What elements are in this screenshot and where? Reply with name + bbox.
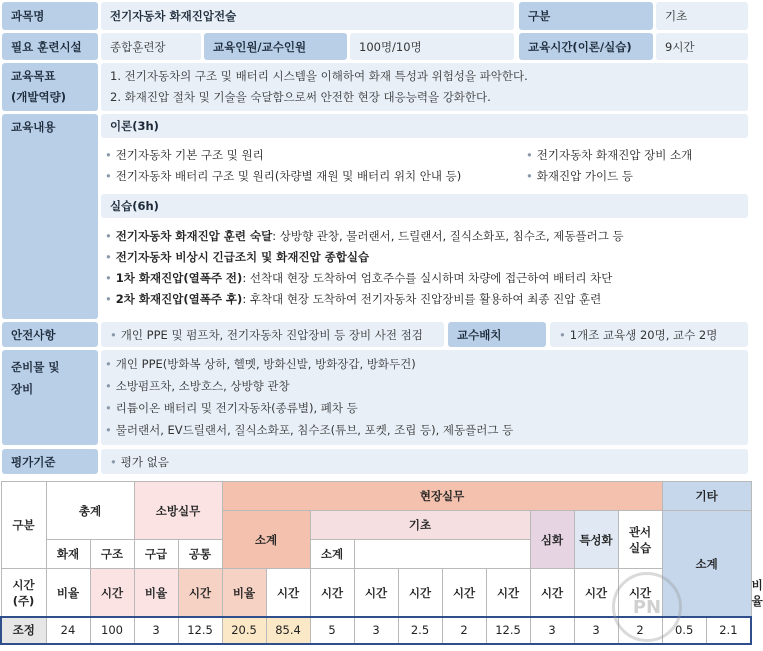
supplies-label bbox=[2, 350, 98, 445]
table-cell: 12.5 bbox=[178, 617, 222, 644]
goals-label-line2: (개발역량) bbox=[11, 90, 66, 104]
table-basic-header: 기초 bbox=[310, 511, 530, 540]
table-basic-col: 공통 bbox=[178, 540, 222, 569]
table-time-header: 시간 bbox=[90, 569, 134, 617]
table-basic-col: 구급 bbox=[134, 540, 178, 569]
subject-value: 전기자동차 화재진압전술 bbox=[101, 2, 514, 30]
table-total-header: 총계 bbox=[46, 482, 134, 540]
table-etc-subtotal-header: 소계 bbox=[662, 511, 751, 617]
goal-item: 2. 화재진압 절차 및 기술을 숙달함으로써 안전한 현장 대응능력을 강화한다. bbox=[110, 90, 491, 104]
theory-item: 전기자동차 화재진압 장비 소개 bbox=[536, 148, 693, 162]
table-cell: 2.5 bbox=[398, 617, 442, 644]
instructor-value: • 1개조 교육생 20명, 교수 2명 bbox=[550, 322, 748, 347]
hours-table: 구분 총계 소방실무 현장실무 기타 소계 기초 심화 특성화 관서 실습 소계 화재 구조 구급 공통 소계 시간 (주) 비율 시간 비율 시간 비율 시간 시간 시간 시간 시간 시간 시간 시간 시간 비율 조정 24 100 3 12.5 20.5 85.4 5 3 2.5 2 12.5 3 3 2 0.5 2.1 bbox=[0, 481, 752, 645]
category-value: 기초 bbox=[656, 2, 748, 30]
table-category-header: 구분 bbox=[1, 482, 46, 569]
supply-item: 리튬이온 배터리 및 전기자동차(종류별), 폐차 등 bbox=[115, 401, 358, 415]
table-cell: 5 bbox=[310, 617, 354, 644]
theory-items bbox=[101, 141, 748, 191]
instructor-label: 교수배치 bbox=[448, 322, 546, 347]
table-ratio-header: 비율 bbox=[222, 569, 266, 617]
table-cell: 3 bbox=[354, 617, 398, 644]
theory-right-list: • 전기자동차 화재진압 장비 소개 • 화재진압 가이드 등 bbox=[526, 148, 693, 183]
evaluation-label: 평가기준 bbox=[2, 449, 98, 474]
table-time-header: 시간 bbox=[486, 569, 530, 617]
supplies-list: • 개인 PPE(방화복 상하, 헬멧, 방화신발, 방화장갑, 방화두건) • 소방펌프차, 소방호스, 상방향 관창 • 리튬이온 배터리 및 전기자동차(종류별), 폐차 등 • 물러랜서, EV드릴랜서, 질식소화포, 침수조(튜브, 포켓, 조립 등), 제동플러그 등 bbox=[101, 350, 748, 445]
facility-value: 종합훈련장 bbox=[101, 33, 201, 60]
table-cell: 3 bbox=[134, 617, 178, 644]
instructor-text: 1개조 교육생 20명, 교수 2명 bbox=[569, 327, 718, 342]
content-label: 교육내용 bbox=[2, 114, 98, 319]
theory-title: 이론(3h) bbox=[101, 114, 748, 138]
table-time-header: 시간 bbox=[574, 569, 618, 617]
hours-label: 교육시간(이론/실습) bbox=[519, 33, 653, 60]
theory-item: 전기자동차 기본 구조 및 원리 bbox=[115, 148, 264, 162]
supplies-label-line1: 준비물 및 bbox=[11, 360, 60, 374]
practice-item: • 전기자동차 비상시 긴급조치 및 화재진압 종합실습 bbox=[105, 250, 370, 264]
goal-item: 1. 전기자동차의 구조 및 배터리 시스템을 이해하여 화재 특성과 위험성을 파악한다. bbox=[110, 69, 528, 83]
table-cell: 2 bbox=[618, 617, 662, 644]
hours-value: 9시간 bbox=[656, 33, 748, 60]
goals-label bbox=[2, 63, 98, 111]
table-cell: 12.5 bbox=[486, 617, 530, 644]
evaluation-value: • 평가 없음 bbox=[101, 449, 748, 474]
table-field-subtotal-header: 소계 bbox=[222, 511, 310, 569]
table-cell: 85.4 bbox=[266, 617, 310, 644]
evaluation-text: 평가 없음 bbox=[120, 454, 169, 469]
subject-label: 과목명 bbox=[2, 2, 98, 30]
goals-list bbox=[101, 63, 748, 111]
table-fire-header: 소방실무 bbox=[134, 482, 222, 540]
supply-item: 개인 PPE(방화복 상하, 헬멧, 방화신발, 방화장갑, 방화두건) bbox=[115, 357, 416, 371]
table-special-header: 특성화 bbox=[574, 511, 618, 569]
table-cell: 3 bbox=[530, 617, 574, 644]
theory-item: 전기자동차 배터리 구조 및 원리(차량별 재원 및 배터리 위치 안내 등) bbox=[115, 169, 462, 183]
table-time-header: 시간 bbox=[530, 569, 574, 617]
supply-item: 소방펌프차, 소방호스, 상방향 관창 bbox=[115, 379, 290, 393]
table-row-label: 조정 bbox=[1, 617, 46, 644]
safety-label: 안전사항 bbox=[2, 322, 98, 347]
table-cell: 2 bbox=[442, 617, 486, 644]
table-time-header: 시간 bbox=[442, 569, 486, 617]
practice-item: • 1차 화재진압(열폭주 전): 선착대 현장 도착하여 엄호주수를 실시하며 차량에 접근하여 배터리 차단 bbox=[105, 271, 613, 285]
table-ratio-header: 비율 bbox=[134, 569, 178, 617]
table-cell: 2.1 bbox=[706, 617, 751, 644]
theory-item: 화재진압 가이드 등 bbox=[536, 169, 633, 183]
practice-item: • 2차 화재진압(열폭주 후): 후착대 현장 도착하여 전기자동차 진압장비를 활용하여 최종 진압 훈련 bbox=[105, 292, 602, 306]
table-time-header: 시간 bbox=[354, 569, 398, 617]
table-basic-col: 화재 bbox=[46, 540, 90, 569]
practice-items bbox=[101, 221, 748, 319]
table-time-header: 시간 bbox=[266, 569, 310, 617]
facility-label: 필요 훈련시설 bbox=[2, 33, 98, 60]
safety-text: 개인 PPE 및 펌프차, 전기자동차 진압장비 등 장비 사전 점검 bbox=[120, 327, 423, 342]
table-basic-col: 소계 bbox=[310, 540, 354, 569]
table-cell: 24 bbox=[46, 617, 90, 644]
table-time-header: 시간 (주) bbox=[1, 569, 46, 617]
table-cell: 3 bbox=[574, 617, 618, 644]
supplies-label-line2: 장비 bbox=[11, 382, 34, 396]
table-cell: 100 bbox=[90, 617, 134, 644]
watermark-logo: PN bbox=[612, 572, 682, 642]
table-cell: 0.5 bbox=[662, 617, 706, 644]
practice-item: • 전기자동차 화재진압 훈련 숙달: 상방향 관창, 물러랜서, 드릴랜서, 질식소화포, 침수조, 제동플러그 등 bbox=[105, 229, 624, 243]
table-ratio-header: 비율 bbox=[46, 569, 90, 617]
headcount-value: 100명/10명 bbox=[350, 33, 514, 60]
table-etc-header: 기타 bbox=[662, 482, 751, 511]
category-label: 구분 bbox=[519, 2, 653, 30]
table-time-header: 시간 bbox=[310, 569, 354, 617]
table-advanced-header: 심화 bbox=[530, 511, 574, 569]
safety-value: • 개인 PPE 및 펌프차, 전기자동차 진압장비 등 장비 사전 점검 bbox=[101, 322, 444, 347]
table-basic-col: 구조 bbox=[90, 540, 134, 569]
table-field-header: 현장실무 bbox=[222, 482, 662, 511]
practice-title: 실습(6h) bbox=[101, 194, 748, 218]
table-time-header: 시간 bbox=[398, 569, 442, 617]
table-time-header: 시간 bbox=[178, 569, 222, 617]
table-cell: 20.5 bbox=[222, 617, 266, 644]
headcount-label: 교육인원/교수인원 bbox=[204, 33, 347, 60]
table-time-header: 시간 bbox=[618, 569, 662, 617]
table-observe-header: 관서 실습 bbox=[618, 511, 662, 569]
goals-label-line1: 교육목표 bbox=[11, 69, 56, 83]
theory-left-list: • 전기자동차 기본 구조 및 원리 • 전기자동차 배터리 구조 및 원리(차량별 재원 및 배터리 위치 안내 등) bbox=[105, 148, 462, 183]
supply-item: 물러랜서, EV드릴랜서, 질식소화포, 침수조(튜브, 포켓, 조립 등), 제동플러그 등 bbox=[115, 423, 514, 437]
